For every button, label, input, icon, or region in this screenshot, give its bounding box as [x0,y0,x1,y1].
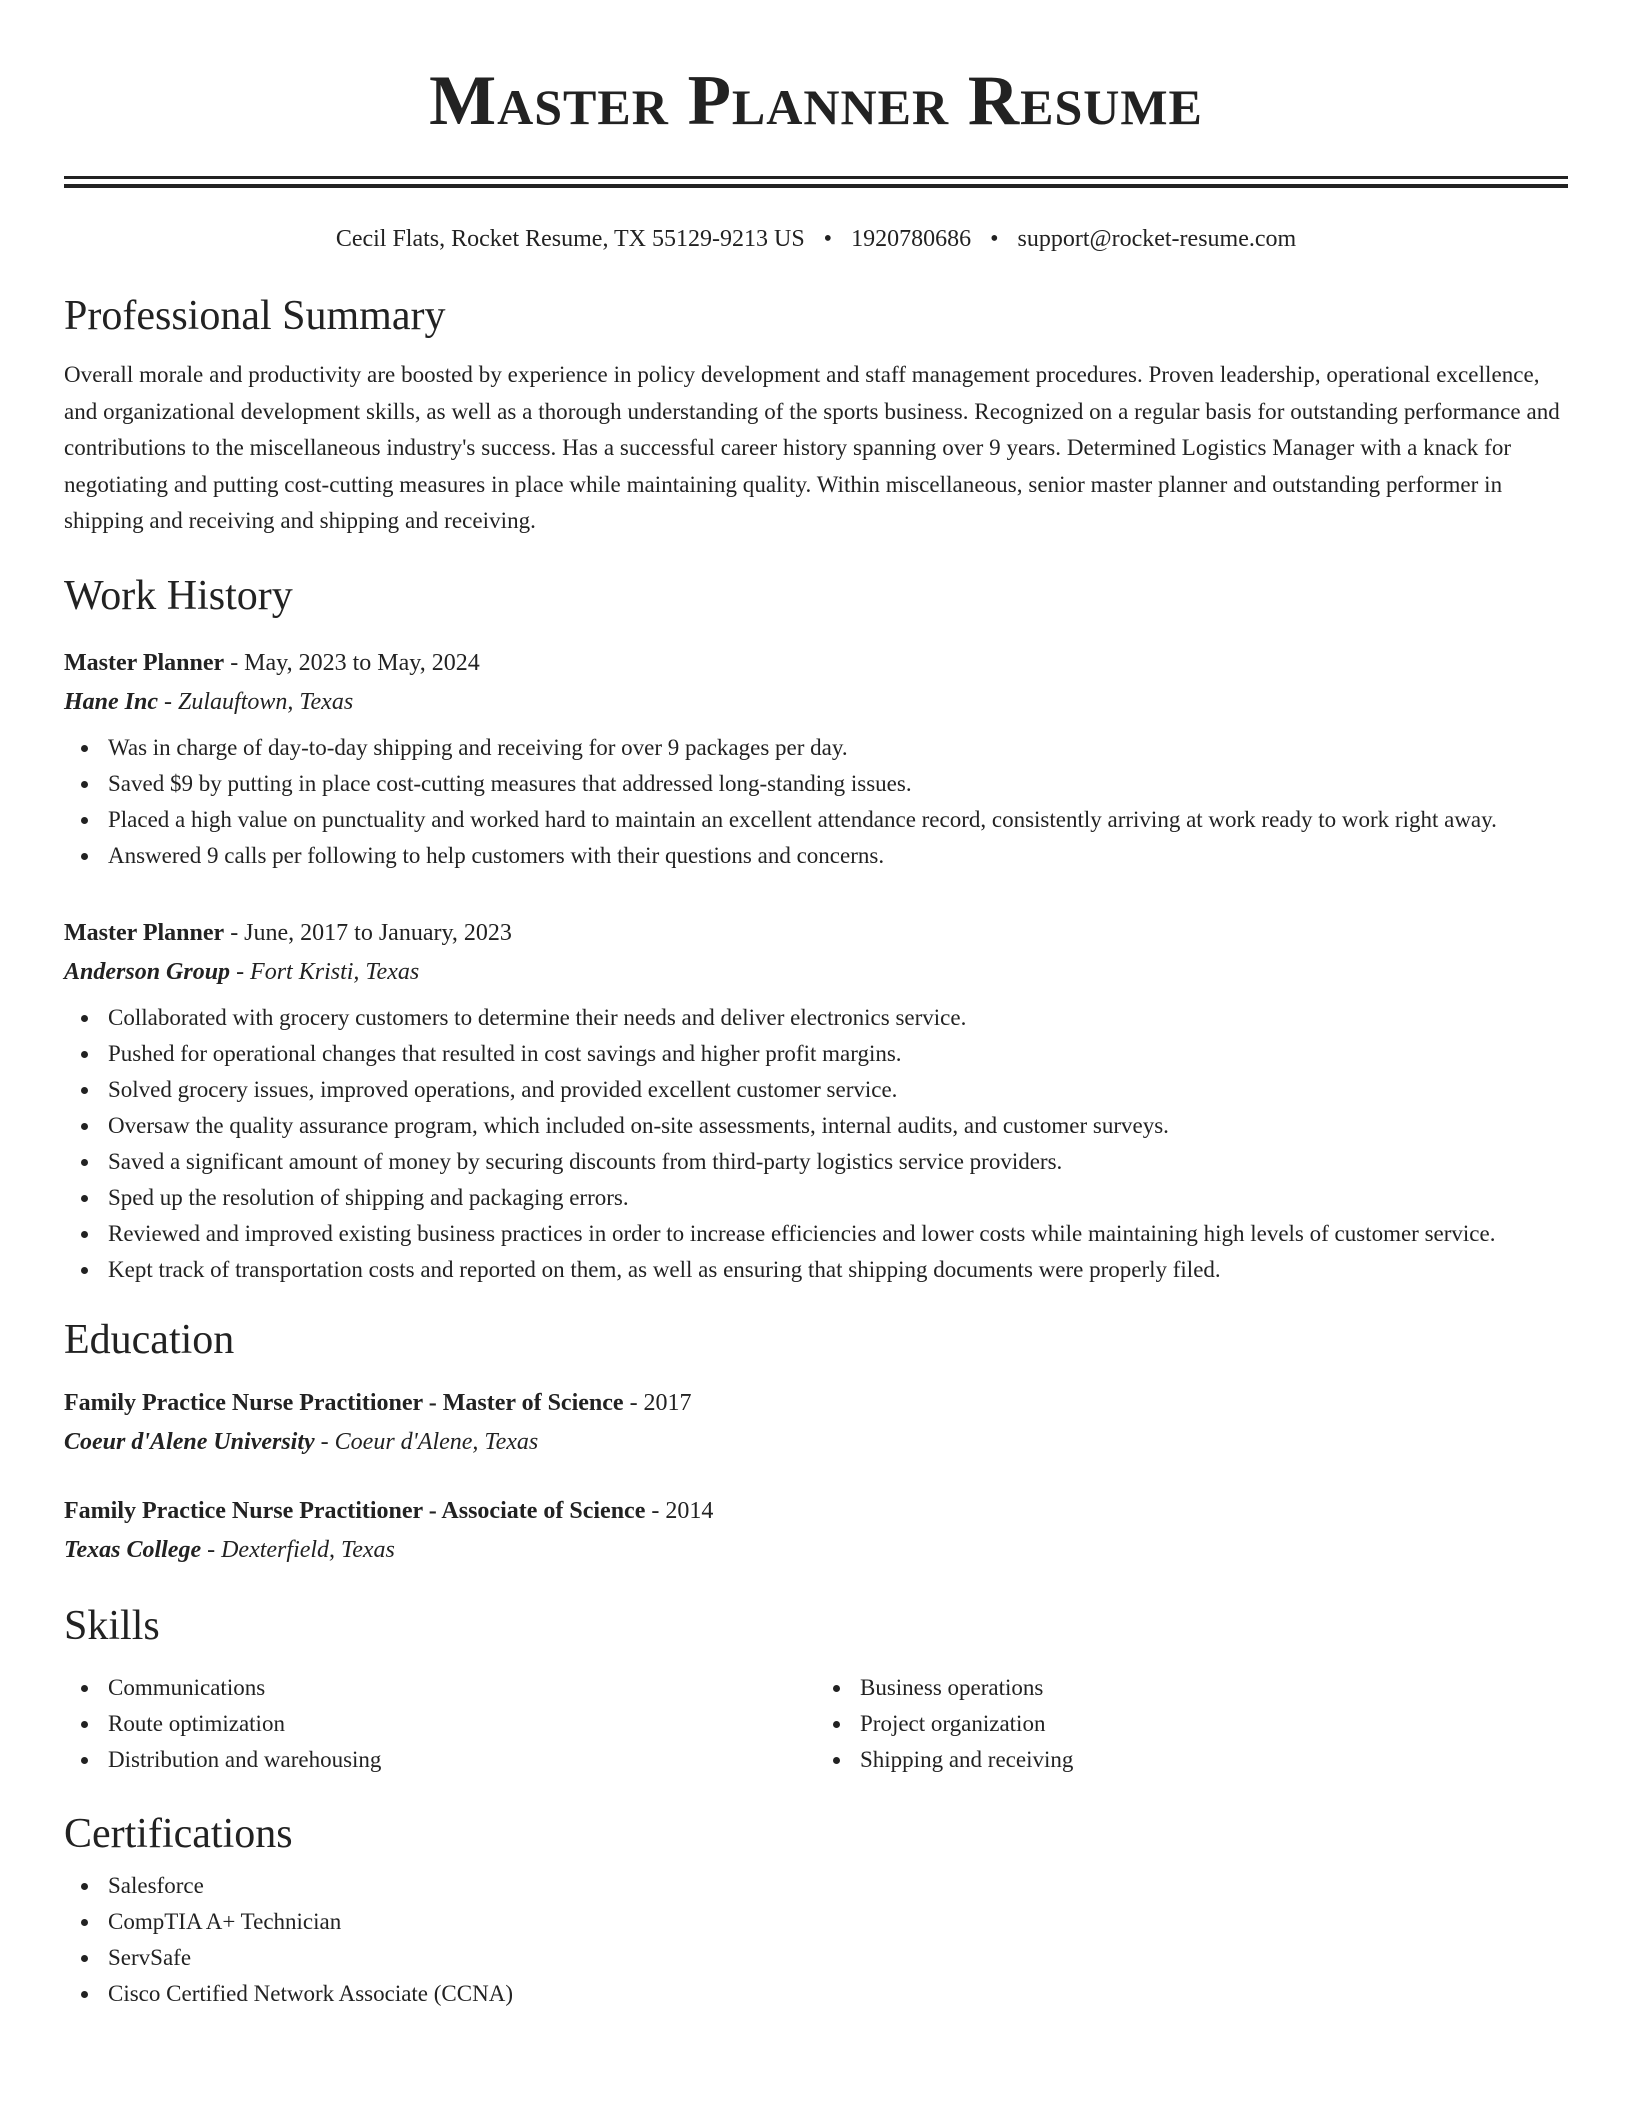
skills-column-left [64,1670,816,1778]
graduation-year: - 2014 [645,1497,714,1524]
job-entry [64,914,1568,1288]
job-bullet: Collaborated with grocery customers to determine their needs and deliver electronics service. [108,1000,1568,1036]
contact-separator: • [823,226,833,252]
school-line [64,1422,1568,1462]
job-bullet: Answered 9 calls per following to help customers with their questions and concerns. [108,838,1568,874]
job-bullet: Placed a high value on punctuality and worked hard to maintain an excellent attendance record, consistently arriving at work ready to work right away. [108,802,1568,838]
job-company: Hane Inc [64,688,159,715]
skill-item: Distribution and warehousing [108,1742,816,1778]
education-entry [64,1384,1568,1462]
certification-item: CompTIA A+ Technician [108,1904,1568,1940]
contact-address: Cecil Flats, Rocket Resume, TX 55129-9213 US [335,226,805,252]
certification-item: ServSafe [108,1940,1568,1976]
certification-item: Salesforce [108,1868,1568,1904]
certifications-list [64,1868,1568,2012]
job-company-line [64,682,1568,722]
school-name: Coeur d'Alene University [64,1428,315,1455]
job-title: Master Planner [64,919,225,946]
job-dates: - June, 2017 to January, 2023 [224,919,512,946]
degree: Family Practice Nurse Practitioner - Associate of Science [64,1497,646,1524]
certification-item: Cisco Certified Network Associate (CCNA) [108,1976,1568,2012]
school-line [64,1530,1568,1570]
job-company-line [64,952,1568,992]
graduation-year: - 2017 [623,1389,692,1416]
skill-item: Communications [108,1670,816,1706]
job-location: - Zulauftown, Texas [158,688,354,715]
job-bullet: Saved a significant amount of money by securing discounts from third-party logistics service providers. [108,1144,1568,1180]
education-heading: Education [64,1316,235,1363]
skill-item: Project organization [860,1706,1568,1742]
resume-title: Master Planner Resume [429,62,1203,140]
school-location: - Dexterfield, Texas [201,1536,395,1563]
work-history-heading: Work History [64,572,293,619]
skills-column-right [816,1670,1568,1778]
skills-heading: Skills [64,1602,160,1649]
skills-grid [64,1662,1568,1778]
skill-item: Route optimization [108,1706,816,1742]
job-bullet: Oversaw the quality assurance program, which included on-site assessments, internal audits, and customer surveys. [108,1108,1568,1144]
job-bullet: Kept track of transportation costs and reported on them, as well as ensuring that shipping documents were properly filed. [108,1252,1568,1288]
degree-line [64,1384,1568,1422]
job-entry [64,644,1568,874]
job-title: Master Planner [64,649,225,676]
job-dates: - May, 2023 to May, 2024 [224,649,480,676]
summary-heading: Professional Summary [64,293,446,339]
job-bullets [64,730,1568,874]
job-company: Anderson Group [64,958,231,985]
school-location: - Coeur d'Alene, Texas [314,1428,539,1455]
header-divider-thick [64,176,1568,179]
education-entry [64,1492,1568,1570]
skill-item: Shipping and receiving [860,1742,1568,1778]
contact-email: support@rocket-resume.com [1017,226,1297,252]
job-title-line [64,644,1568,682]
job-bullet: Solved grocery issues, improved operations, and provided excellent customer service. [108,1072,1568,1108]
certifications-heading: Certifications [64,1810,293,1857]
skill-item: Business operations [860,1670,1568,1706]
job-bullet: Pushed for operational changes that resulted in cost savings and higher profit margins. [108,1036,1568,1072]
header-divider-thin [64,184,1568,188]
job-bullet: Was in charge of day-to-day shipping and receiving for over 9 packages per day. [108,730,1568,766]
school-name: Texas College [64,1536,202,1563]
job-location: - Fort Kristi, Texas [230,958,420,985]
job-bullet: Reviewed and improved existing business practices in order to increase efficiencies and lower costs while maintaining high levels of customer service. [108,1216,1568,1252]
contact-line [64,224,1568,254]
contact-separator: • [990,226,999,252]
degree: Family Practice Nurse Practitioner - Master of Science [64,1389,624,1416]
contact-phone: 1920780686 [851,226,972,252]
degree-line [64,1492,1568,1530]
job-bullets [64,1000,1568,1288]
job-bullet: Sped up the resolution of shipping and packaging errors. [108,1180,1568,1216]
summary-text: Overall morale and productivity are boosted by experience in policy development and staff management procedures. Proven leadership, operational excellence, and organizational development skills, as well as a thorough understanding of the sports business. Recognized on a regular basis for outstanding performance and contributions to the miscellaneous industry's success. Has a successful career history spanning over 9 years. Determined Logistics Manager with a knack for negotiating and putting cost-cutting measures in place while maintaining quality. Within miscellaneous, senior master planner and outstanding performer in shipping and receiving and shipping and receiving. [64,362,1560,533]
job-title-line [64,914,1568,952]
job-bullet: Saved $9 by putting in place cost-cutting measures that addressed long-standing issues. [108,766,1568,802]
